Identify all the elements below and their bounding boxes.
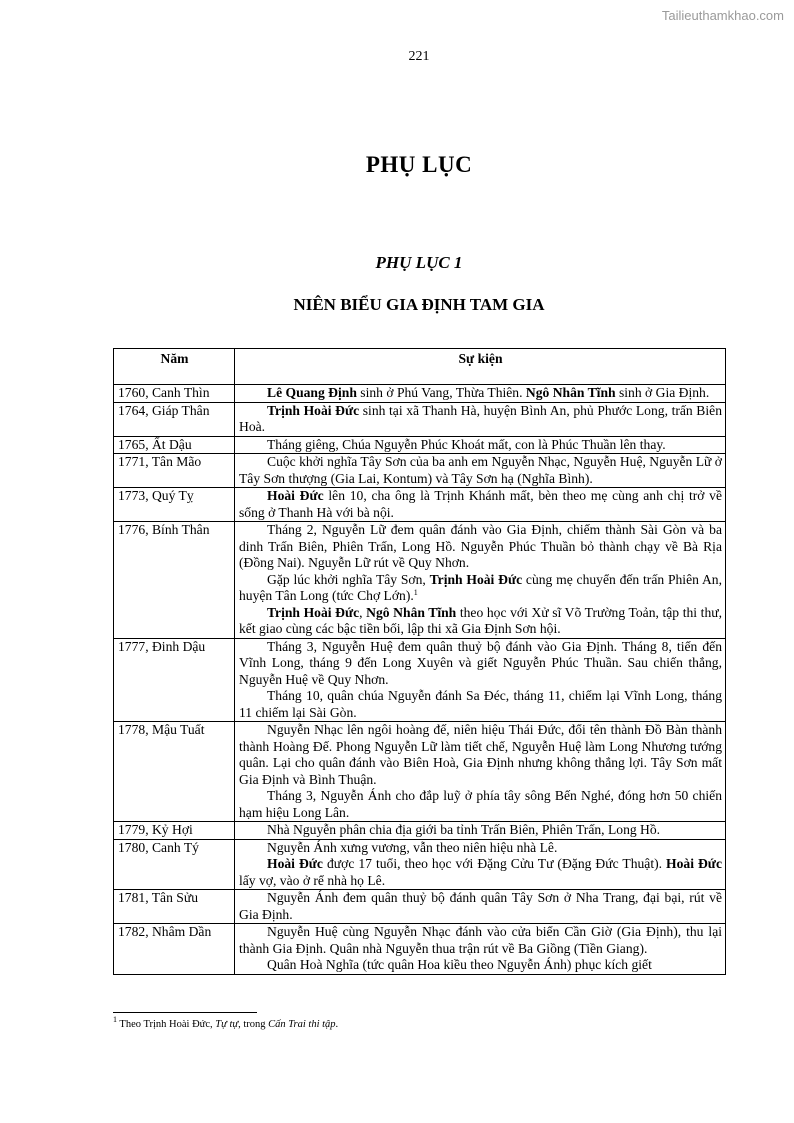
event-paragraph [239,605,722,638]
event-text: Nguyễn Nhạc lên ngôi hoàng đế, niên hiệu Thái Đức, đổi tên thành Đồ Bàn thành thành Hoàng Đế. Phong Nguyễn Lữ làm tiết chế, Nguyễn Huệ làm Long Nhương tướng quân. Lại cho quân đánh vào Biên Hoà, Gia Định nhưng không thắng lợi. Tây Sơn mất Gia Định và Bình Thuận. [239,722,722,787]
event-text: sinh ở Gia Định. [615,385,710,400]
year-cell: 1765, Ất Dậu [114,436,235,454]
event-text: được 17 tuổi, theo học với Đặng Cửu Tư (Đặng Đức Thuật). [322,856,667,871]
table-row [114,436,726,454]
event-paragraph [239,722,722,788]
table-row [114,839,726,890]
event-paragraph [239,488,722,521]
person-name: Ngô Nhân Tĩnh [525,385,616,400]
event-cell [235,385,726,403]
table-row [114,722,726,822]
page-number: 221 [408,49,430,64]
table-body [114,385,726,975]
year-cell: 1760, Canh Thìn [114,385,235,403]
page-title: PHỤ LỤC [365,152,473,177]
event-cell [235,822,726,840]
event-cell [235,890,726,924]
table-header-row [114,349,726,385]
event-cell [235,638,726,722]
person-name: Lê Quang Định [267,385,357,400]
event-paragraph [239,957,722,974]
footnote-ref: 1 [413,588,418,597]
event-paragraph [239,856,722,889]
event-text: Tháng 2, Nguyễn Lữ đem quân đánh vào Gia Định, chiếm thành Sài Gòn và ba dinh Trấn Biên, Phiên Trấn, Long Hồ. Nguyễn Phúc Thuần bỏ thành chạy về Bà Rịa (Đồng Nai). Nguyễn Lữ rút về Quy Nhơn. [239,522,722,570]
event-cell [235,839,726,890]
event-paragraph [239,890,722,923]
event-cell [235,488,726,522]
event-text: sinh tại xã Thanh Hà, huyện Bình An, phủ Phước Long, trấn Biên Hoà. [239,402,722,434]
event-text: Tháng giêng, Chúa Nguyễn Phúc Khoát mất, con là Phúc Thuần lên thay. [267,436,666,452]
table-title: NIÊN BIỂU GIA ĐỊNH TAM GIA [293,295,545,314]
table-row [114,488,726,522]
person-name: Hoài Đức [267,488,324,503]
event-cell [235,454,726,488]
person-name: Trịnh Hoài Đức [267,402,360,418]
table-row [114,822,726,840]
footnote-suffix: . [335,1019,339,1030]
appendix-subtitle: PHỤ LỤC 1 [375,253,463,272]
year-cell: 1771, Tân Mão [114,454,235,488]
event-text: cùng mẹ chuyển đến trấn Phiên An, huyện Tân Long (tức Chợ Lớn). [239,571,722,603]
event-text: Cuộc khởi nghĩa Tây Sơn của ba anh em Nguyễn Nhạc, Nguyễn Huệ, Nguyễn Lữ ở Tây Sơn thượng (Gia Lai, Kontum) và Tây Sơn hạ (Nghĩa Bình). [239,454,722,486]
table-row [114,454,726,488]
event-paragraph [239,688,722,721]
footnote-marker: 1 [113,1015,117,1024]
table-row [114,890,726,924]
event-paragraph [239,639,722,689]
event-text: Nguyễn Huệ cùng Nguyễn Nhạc đánh vào cửa biển Cần Giờ (Gia Định), thu lại thành Gia Định. Quân nhà Nguyễn thua trận rút về Ba Giồng (Tiền Giang). [239,924,722,956]
chronology-table [113,348,726,975]
footnote-divider [113,1012,257,1013]
year-cell: 1778, Mậu Tuất [114,722,235,822]
person-name: Hoài Đức [267,856,323,871]
footnote-mid: , trong [238,1019,269,1030]
event-cell [235,436,726,454]
person-name: Trịnh Hoài Đức [267,604,360,620]
event-cell [235,924,726,975]
event-text: Nhà Nguyễn phân chia địa giới ba tỉnh Trấn Biên, Phiên Trấn, Long Hồ. [267,822,661,837]
person-name: Trịnh Hoài Đức [429,571,523,587]
event-text: Nguyễn Ánh xưng vương, vẫn theo niên hiệu nhà Lê. [267,839,558,855]
event-text: Tháng 3, Nguyễn Huệ đem quân thuỷ bộ đánh vào Gia Định. Tháng 8, tiến đến Vĩnh Long, tháng 9 đến Long Xuyên và giết Nguyễn Phúc Thuần. Sau chiến thắng, Nguyễn Huệ về Quy Nhơn. [239,638,722,687]
year-cell: 1773, Quý Tỵ [114,488,235,522]
footnote-work-1: Tự tự [215,1019,239,1030]
year-cell: 1779, Kỷ Hợi [114,822,235,840]
year-cell: 1776, Bính Thân [114,522,235,639]
person-name: Hoài Đức [666,856,722,871]
event-text: , [359,604,367,620]
event-text: Tháng 10, quân chúa Nguyễn đánh Sa Đéc, tháng 11, chiếm lại Vĩnh Long, tháng 11 chiếm lại Sài Gòn. [239,688,722,720]
year-cell: 1777, Đinh Dậu [114,638,235,722]
event-paragraph [239,403,722,436]
table-row [114,385,726,403]
event-text: Nguyễn Ánh đem quân thuỷ bộ đánh quân Tây Sơn ở Nha Trang, đại bại, rút về Gia Định. [239,890,722,922]
year-cell: 1782, Nhâm Dần [114,924,235,975]
event-text: lấy vợ, vào ở rể nhà họ Lê. [239,872,386,888]
event-paragraph [239,924,722,957]
footnote-prefix: Theo Trịnh Hoài Đức, [117,1019,216,1030]
event-text: theo học với Xử sĩ Võ Trường Toản, tập thi thư, kết giao cùng các bậc tiền bối, lập thi xã Gia Định Sơn hội. [239,604,723,636]
event-paragraph [239,437,722,454]
person-name: Ngô Nhân Tĩnh [366,604,457,620]
table-row [114,924,726,975]
event-paragraph [239,454,722,487]
event-paragraph [239,822,722,839]
year-cell: 1780, Canh Tý [114,839,235,890]
footnote-work-2: Cấn Trai thi tập [268,1019,336,1030]
year-cell: 1764, Giáp Thân [114,402,235,436]
table-row [114,638,726,722]
event-paragraph [239,522,722,572]
footnote [113,1015,339,1030]
event-cell [235,402,726,436]
event-text: sinh ở Phú Vang, Thừa Thiên. [356,385,526,400]
event-text: lên 10, cha ông là Trịnh Khánh mất, bèn theo mẹ cùng anh chị trở về sống ở Thanh Hà với bà nội. [239,488,722,520]
table-row [114,522,726,639]
event-paragraph [239,572,722,605]
year-cell: 1781, Tân Sửu [114,890,235,924]
event-cell [235,522,726,639]
event-paragraph [239,840,722,857]
watermark: Tailieuthamkhao.com [661,8,784,23]
header-year: Năm [114,349,235,385]
event-paragraph [239,788,722,821]
event-paragraph [239,385,722,402]
event-cell [235,722,726,822]
table-row [114,402,726,436]
event-text: Gặp lúc khởi nghĩa Tây Sơn, [267,571,430,587]
header-event: Sự kiện [235,349,726,385]
event-text: Quân Hoà Nghĩa (tức quân Hoa kiều theo Nguyễn Ánh) phục kích giết [267,957,652,972]
event-text: Tháng 3, Nguyễn Ánh cho đắp luỹ ở phía tây sông Bến Nghé, đóng hơn 50 chiến hạm hiệu Long Lân. [239,788,722,820]
